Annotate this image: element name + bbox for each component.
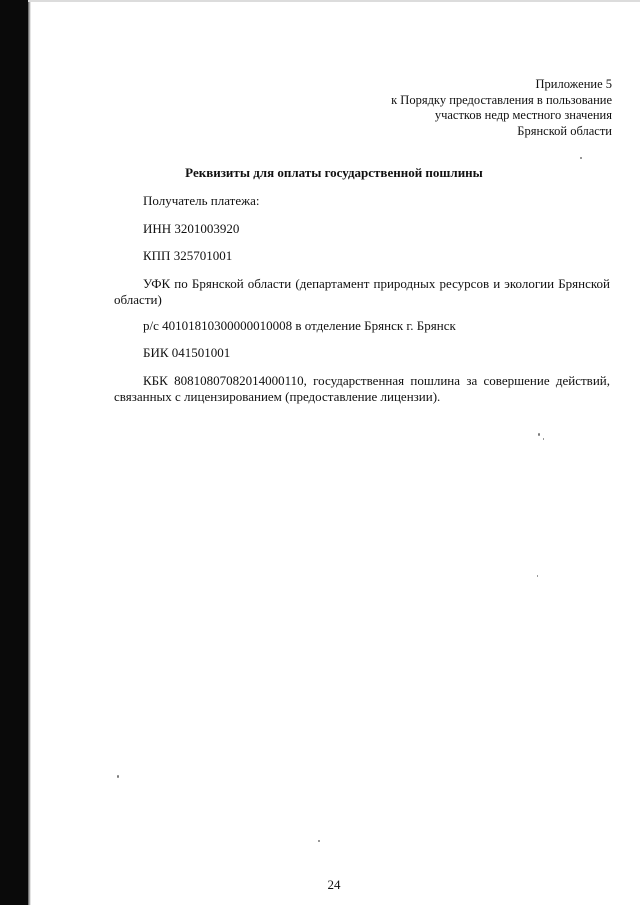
ufk-block	[114, 276, 610, 307]
inn-block	[114, 221, 610, 237]
appendix-line-4: Брянской области	[517, 123, 612, 138]
body-text	[114, 193, 610, 209]
scan-border-left	[0, 0, 28, 905]
inn-line: ИНН 3201003920	[143, 221, 240, 236]
appendix-line-3: участков недр местного значения	[434, 108, 612, 122]
ufk-paragraph: УФК по Брянской области (департамент природных ресурсов и экологии Брянской области)	[114, 276, 610, 307]
scan-speck	[543, 438, 544, 440]
scan-speck	[580, 157, 582, 159]
kpp-line: КПП 325701001	[143, 248, 233, 263]
document-title: Реквизиты для оплаты государственной пошлины	[185, 165, 483, 180]
appendix-line-2: к Порядку предоставления в пользование	[391, 92, 612, 107]
account-line: р/с 40101810300000010008 в отделение Брянск г. Брянск	[143, 318, 456, 333]
kbk-block	[114, 373, 610, 404]
kpp-block	[114, 248, 610, 264]
document-page	[28, 0, 640, 905]
appendix-line-1: Приложение 5	[535, 77, 612, 91]
scan-speck	[538, 433, 540, 436]
appendix-header	[391, 77, 612, 139]
kbk-paragraph: КБК 80810807082014000110, государственная пошлина за совершение действий, связанных с лицензированием (предоставление лицензии).	[114, 373, 610, 404]
scan-speck	[537, 575, 538, 577]
bik-block	[114, 345, 610, 361]
page-number: 24	[327, 877, 341, 892]
scan-speck	[318, 840, 320, 842]
account-block	[114, 318, 610, 334]
scan-speck	[117, 775, 119, 778]
bik-line: БИК 041501001	[143, 345, 231, 360]
recipient-label: Получатель платежа:	[143, 193, 260, 208]
